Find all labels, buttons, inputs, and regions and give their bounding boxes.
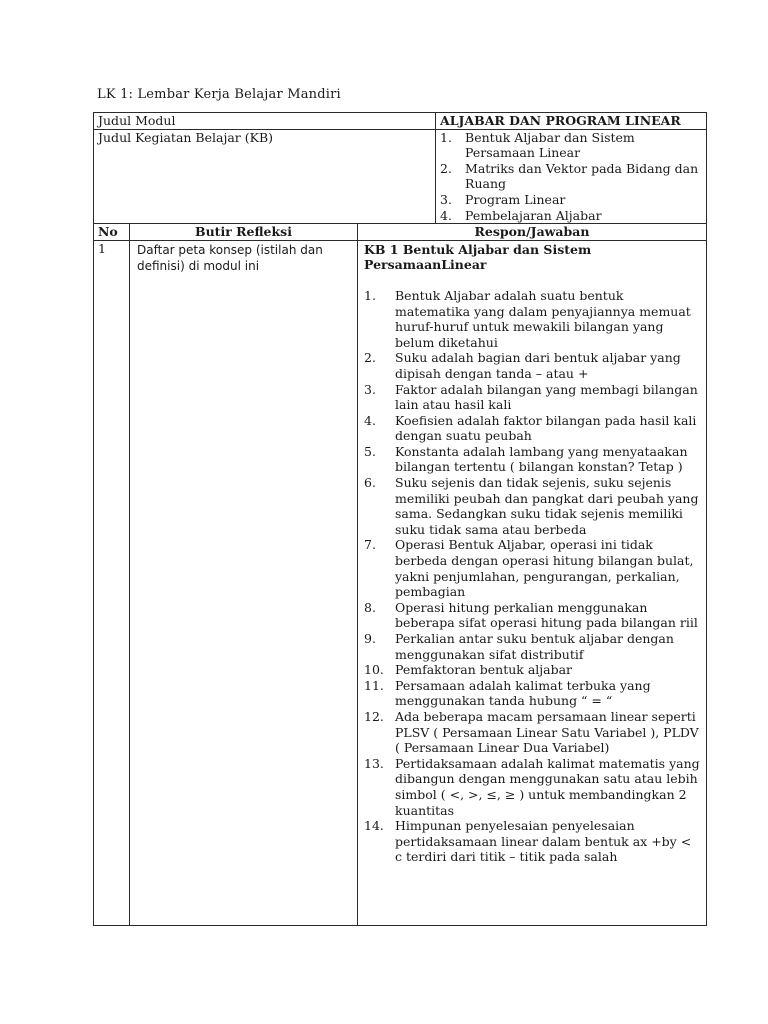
kb-title: Program Linear (465, 191, 566, 207)
list-item (364, 709, 702, 756)
list-item (364, 288, 702, 350)
kb-list-item (440, 161, 702, 192)
kb-number: 4. (440, 207, 452, 223)
item-number: 6. (364, 475, 376, 491)
list-item (364, 631, 702, 662)
list-item (364, 600, 702, 631)
item-number: 10. (364, 662, 384, 678)
list-item (364, 537, 702, 599)
judul-modul-value: ALJABAR DAN PROGRAM LINEAR (436, 113, 707, 130)
item-text: Suku sejenis dan tidak sejenis, suku sejenis memiliki peubah dan pangkat dari peubah yang sama. Sedangkan suku tidak sejenis memiliki suku tidak sama atau berbeda (395, 475, 699, 537)
kb-list (440, 130, 702, 224)
item-text: Bentuk Aljabar adalah suatu bentuk matematika yang dalam penyajiannya memuat huruf-huruf untuk mewakili bilangan yang belum diketahui (395, 287, 691, 350)
item-text: Himpunan penyelesaian penyelesaian pertidaksamaan linear dalam bentuk ax +by < c terdiri dari titik – titik pada salah (395, 818, 692, 865)
kb-title: Pembelajaran Aljabar (465, 207, 602, 223)
respon-cell (358, 240, 707, 925)
judul-kb-label: Judul Kegiatan Belajar (KB) (94, 129, 436, 224)
kb-list-cell (436, 129, 707, 224)
item-number: 12. (364, 708, 384, 724)
item-text: Operasi Bentuk Aljabar, operasi ini tidak berbeda dengan operasi hitung bilangan bulat, yakni penjumlahan, pengurangan, perkalian, pembagian (395, 537, 694, 600)
judul-modul-label: Judul Modul (94, 113, 436, 130)
kb-title: Bentuk Aljabar dan Sistem Persamaan Linear (465, 129, 635, 161)
item-number: 14. (364, 818, 384, 834)
list-item (364, 662, 702, 678)
kb-number: 2. (440, 160, 452, 176)
item-number: 1. (364, 287, 376, 303)
item-text: Suku adalah bagian dari bentuk aljabar yang dipisah dengan tanda – atau + (395, 350, 681, 381)
item-text: Pemfaktoran bentuk aljabar (395, 662, 573, 678)
kb-title: Matriks dan Vektor pada Bidang dan Ruang (465, 160, 699, 192)
list-item (364, 678, 702, 709)
item-number: 5. (364, 443, 376, 459)
kb-number: 1. (440, 129, 452, 145)
item-text: Koefisien adalah faktor bilangan pada hasil kali dengan suatu peubah (395, 412, 697, 444)
kb-number: 3. (440, 191, 452, 207)
page-title: LK 1: Lembar Kerja Belajar Mandiri (97, 87, 341, 102)
item-text: Pertidaksamaan adalah kalimat matematis yang dibangun dengan menggunakan satu atau lebih simbol ( <, >, ≤, ≥ ) untuk membandingkan 2 kuantitas (395, 755, 700, 818)
list-item (364, 350, 702, 381)
header-no: No (94, 224, 130, 241)
list-item (364, 444, 702, 475)
item-text: Operasi hitung perkalian menggunakan beberapa sifat operasi hitung pada bilangan riil (395, 599, 698, 631)
item-number: 7. (364, 537, 376, 553)
list-item (364, 413, 702, 444)
item-text: Ada beberapa macam persamaan linear seperti PLSV ( Persamaan Linear Satu Variabel ), PLDV ( Persamaan Linear Dua Variabel) (395, 708, 699, 756)
kb-list-item (440, 130, 702, 161)
item-number: 8. (364, 599, 376, 615)
kb-heading: KB 1 Bentuk Aljabar dan Sistem PersamaanLinear (364, 241, 592, 273)
judul-modul-row (94, 113, 707, 130)
item-text: Perkalian antar suku bentuk aljabar dengan menggunakan sifat distributif (395, 631, 674, 662)
kb-list-item (440, 192, 702, 208)
item-number: 9. (364, 631, 376, 646)
item-number: 4. (364, 412, 376, 428)
list-item (364, 382, 702, 413)
response-list (364, 288, 702, 865)
item-number: 3. (364, 381, 376, 397)
item-number: 11. (364, 677, 384, 693)
item-text: Persamaan adalah kalimat terbuka yang menggunakan tanda hubung “ = “ (395, 677, 651, 709)
item-number: 2. (364, 350, 376, 366)
butir-refleksi-text: Daftar peta konsep (istilah dan definisi) di modul ini (130, 240, 358, 925)
header-respon-jawaban: Respon/Jawaban (358, 224, 707, 241)
judul-kb-row (94, 129, 707, 224)
item-text: Faktor adalah bilangan yang membagi bilangan lain atau hasil kali (395, 381, 698, 413)
kb-list-item (440, 208, 702, 224)
header-butir-refleksi: Butir Refleksi (130, 224, 358, 241)
table-header-row (94, 224, 707, 241)
row-number: 1 (94, 240, 130, 925)
item-text: Konstanta adalah lambang yang menyataakan bilangan tertentu ( bilangan konstan? Tetap ) (395, 443, 688, 475)
item-number: 13. (364, 755, 384, 771)
list-item (364, 756, 702, 818)
list-item (364, 475, 702, 537)
list-item (364, 818, 702, 865)
table-row (94, 240, 707, 925)
reflection-table (93, 112, 707, 926)
